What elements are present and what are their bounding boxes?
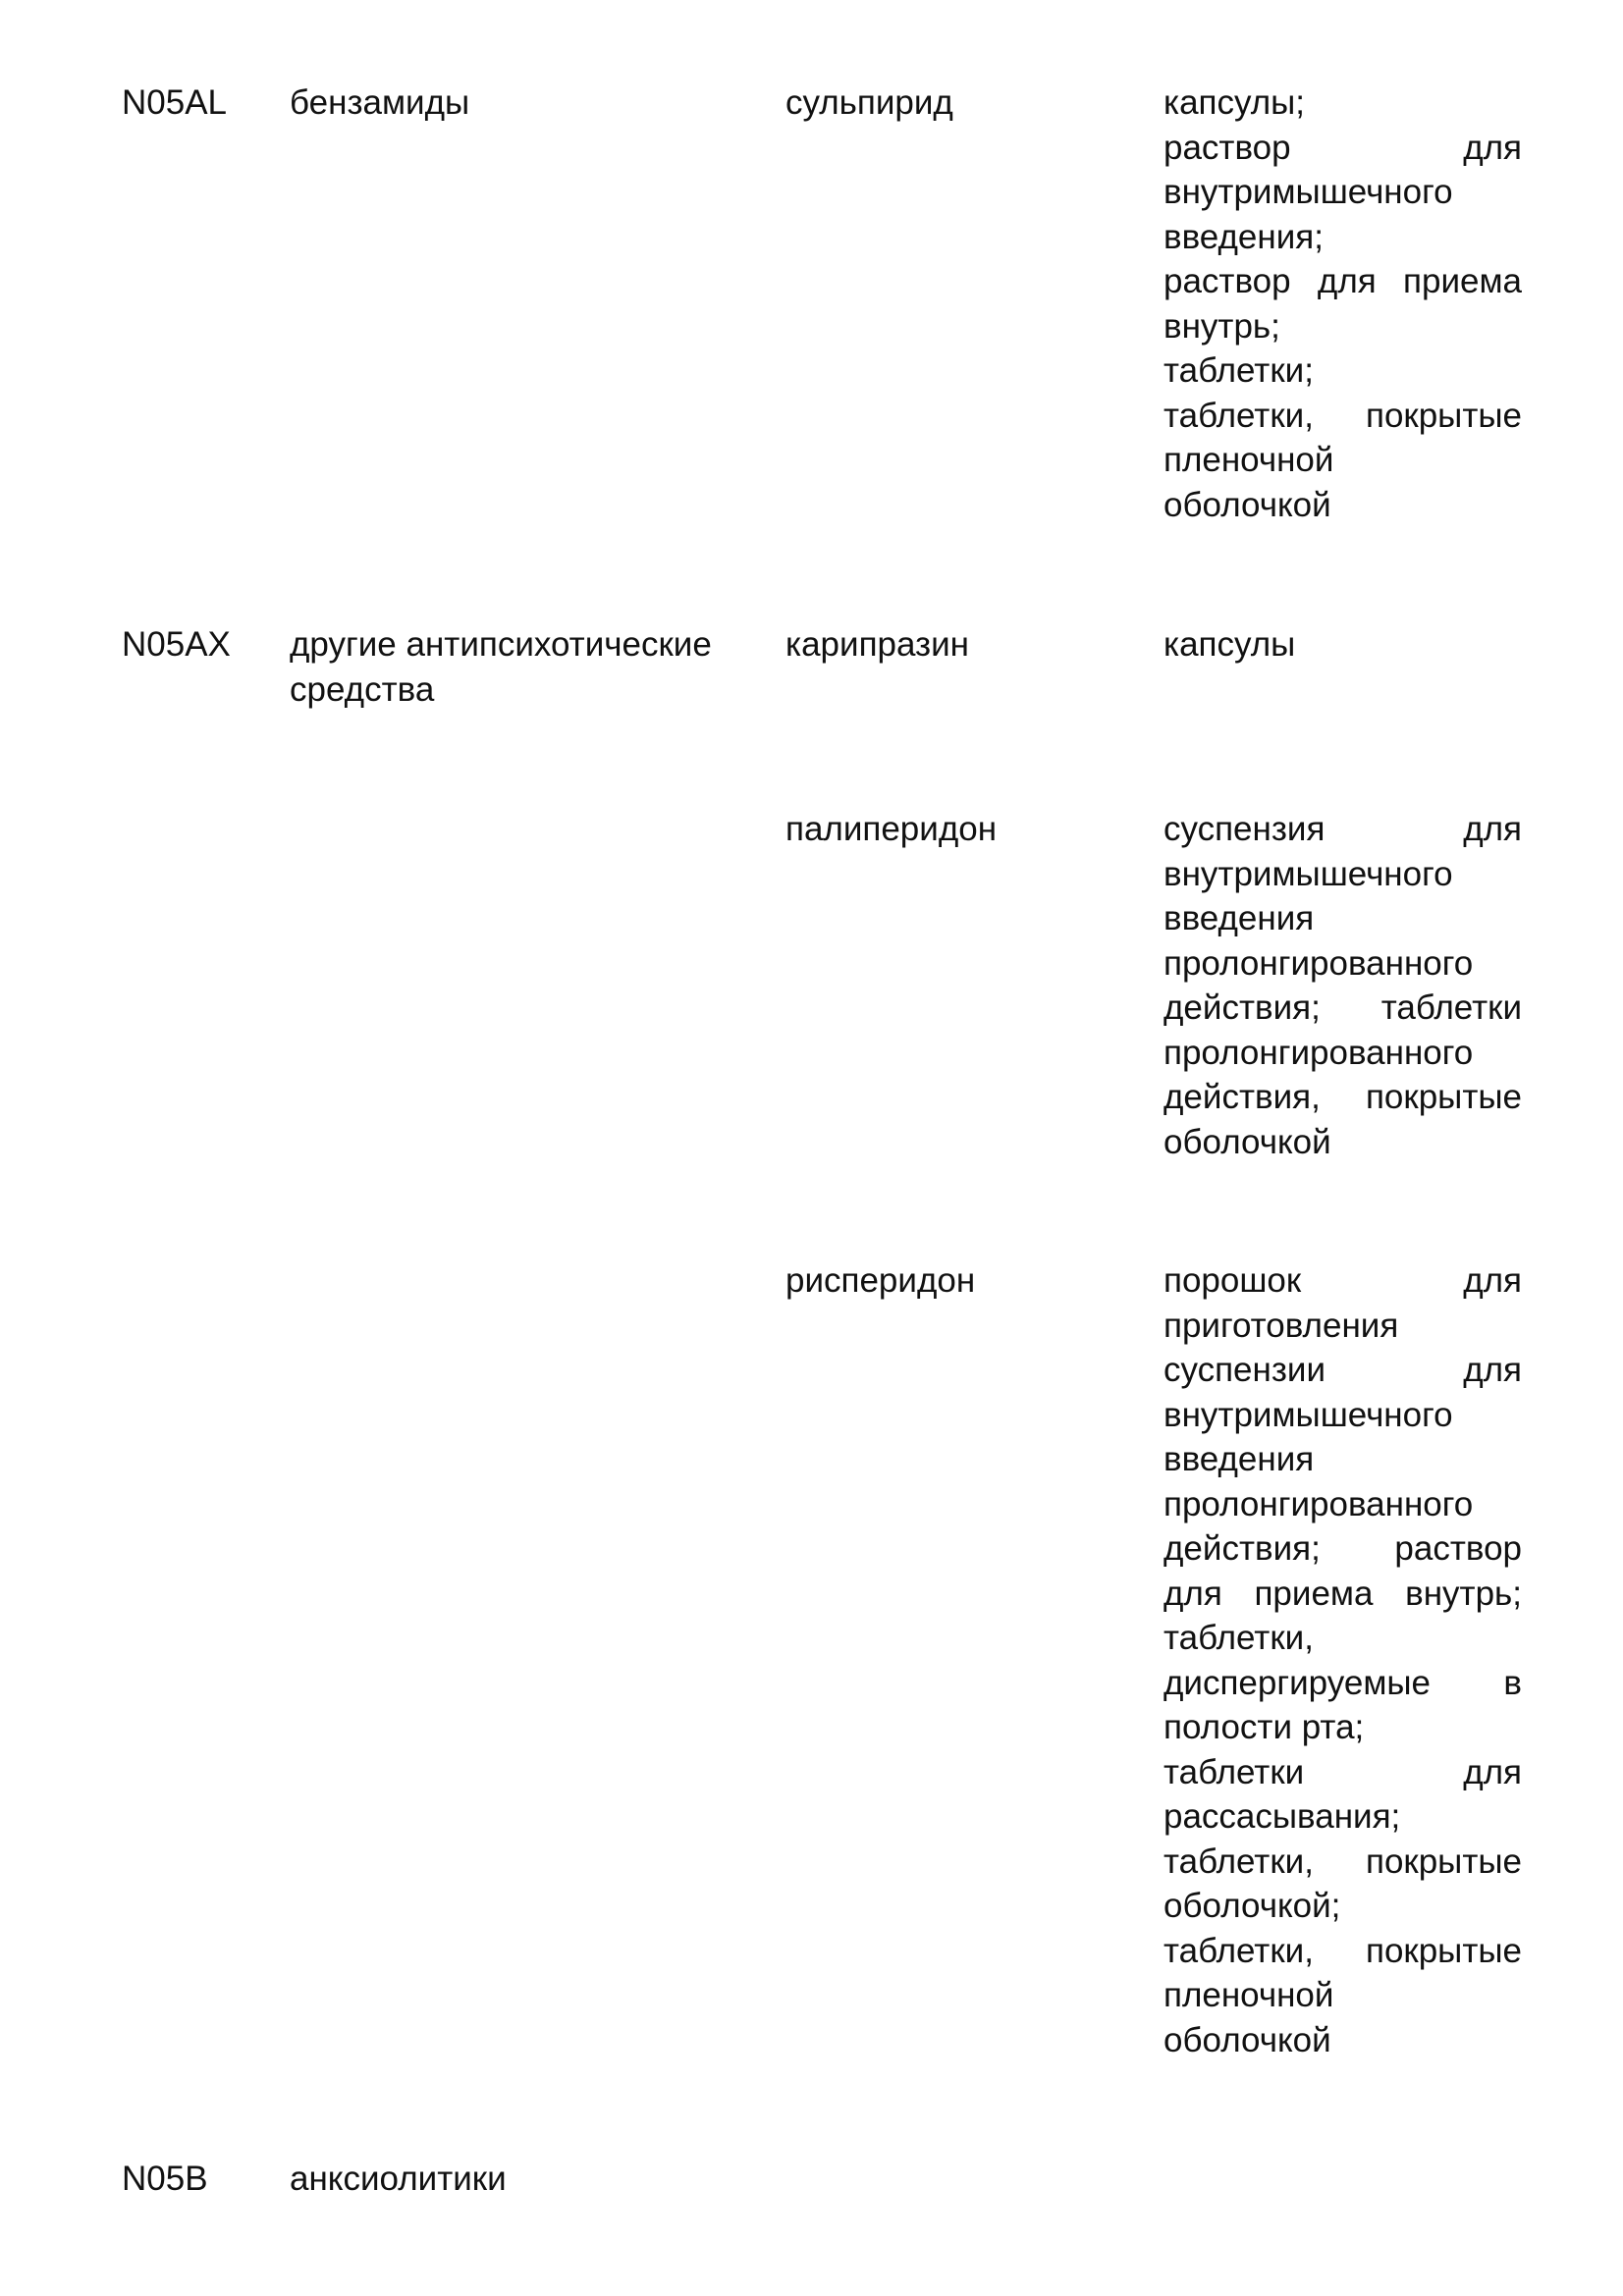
dosage-form-line: раствор для приема bbox=[1163, 262, 1522, 300]
dosage-form-line: таблетки; bbox=[1163, 351, 1314, 390]
drug-name: палиперидон bbox=[785, 810, 998, 848]
dosage-form-line: пролонгированного bbox=[1163, 1484, 1474, 1523]
dosage-form-line: оболочкой bbox=[1163, 485, 1331, 524]
dosage-form-line: оболочкой; bbox=[1163, 1887, 1341, 1925]
dosage-form-line: диспергируемые в bbox=[1163, 1663, 1522, 1702]
drug-name: сульпирид bbox=[785, 83, 953, 122]
atc-code: N05AX bbox=[122, 625, 231, 664]
drug-name: рисперидон bbox=[785, 1261, 976, 1300]
dosage-form-line: таблетки, покрытые bbox=[1163, 1842, 1522, 1881]
atc-group-name-line: средства bbox=[290, 669, 435, 709]
dosage-form-line: таблетки, покрытые bbox=[1163, 1931, 1522, 1970]
dosage-form-line: суспензия для bbox=[1163, 810, 1522, 848]
dosage-form-line: приготовления bbox=[1163, 1306, 1399, 1345]
dosage-form-line: оболочкой bbox=[1163, 1122, 1331, 1161]
dosage-form-line: капсулы; bbox=[1163, 83, 1306, 122]
dosage-form-line: капсулы bbox=[1163, 625, 1296, 664]
atc-group-name: анксиолитики bbox=[290, 2160, 507, 2198]
dosage-form-line: для приема внутрь; bbox=[1163, 1574, 1522, 1613]
dosage-form-line: рассасывания; bbox=[1163, 1797, 1401, 1836]
dosage-form-line: таблетки для bbox=[1163, 1752, 1522, 1791]
dosage-form-line: пленочной bbox=[1163, 1976, 1334, 2014]
dosage-forms bbox=[1163, 1258, 1522, 2062]
atc-group-name bbox=[290, 622, 761, 712]
dosage-form-line: оболочкой bbox=[1163, 2020, 1331, 2059]
dosage-form-line: действия; таблетки bbox=[1163, 988, 1522, 1027]
dosage-forms bbox=[1163, 622, 1522, 667]
dosage-form-line: введения bbox=[1163, 1440, 1315, 1478]
dosage-form-line: внутримышечного bbox=[1163, 173, 1453, 211]
dosage-form-line: внутримышечного bbox=[1163, 854, 1453, 893]
dosage-forms bbox=[1163, 807, 1522, 1164]
dosage-form-line: внутримышечного bbox=[1163, 1395, 1453, 1434]
dosage-form-line: суспензии для bbox=[1163, 1351, 1522, 1389]
dosage-form-line: внутрь; bbox=[1163, 306, 1280, 346]
atc-group-name: бензамиды bbox=[290, 83, 470, 122]
dosage-form-line: раствор для bbox=[1163, 128, 1522, 167]
dosage-form-line: действия; раствор bbox=[1163, 1529, 1522, 1568]
atc-code: N05AL bbox=[122, 83, 228, 122]
dosage-form-line: пролонгированного bbox=[1163, 943, 1474, 983]
drug-name: карипразин bbox=[785, 625, 969, 664]
dosage-form-line: таблетки, покрытые bbox=[1163, 396, 1522, 435]
dosage-form-line: пленочной bbox=[1163, 441, 1334, 479]
dosage-form-line: порошок для bbox=[1163, 1261, 1522, 1300]
dosage-form-line: полости рта; bbox=[1163, 1708, 1365, 1746]
dosage-form-line: введения bbox=[1163, 899, 1315, 937]
dosage-form-line: пролонгированного bbox=[1163, 1033, 1474, 1072]
dosage-form-line: действия, покрытые bbox=[1163, 1078, 1522, 1116]
atc-group-name-line: другие антипсихотические bbox=[290, 625, 712, 664]
dosage-form-line: таблетки, bbox=[1163, 1619, 1314, 1657]
dosage-form-line: введения; bbox=[1163, 217, 1324, 256]
atc-code: N05B bbox=[122, 2160, 208, 2198]
dosage-forms bbox=[1163, 80, 1522, 527]
